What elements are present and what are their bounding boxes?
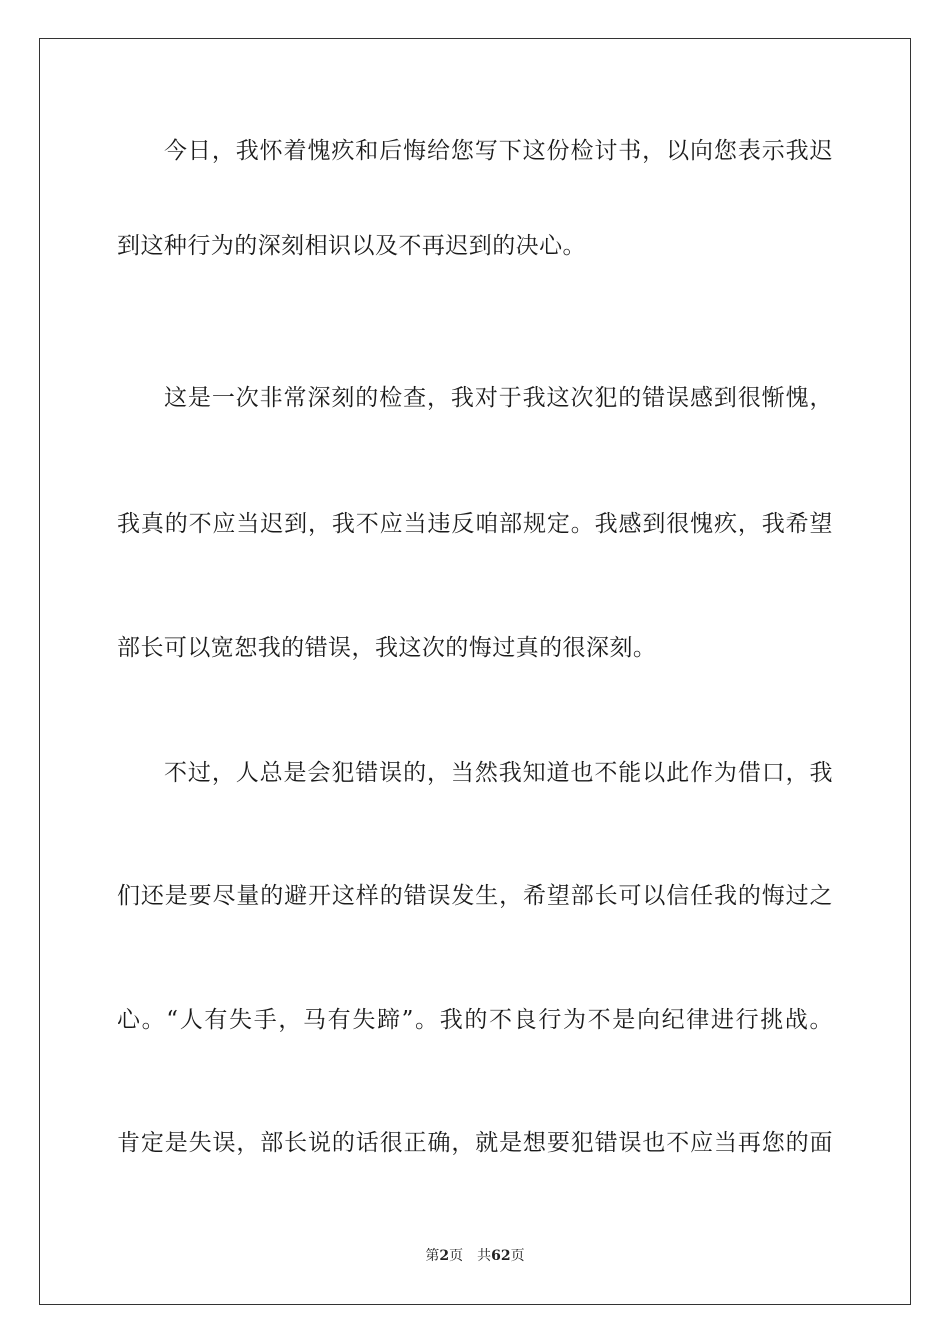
paragraph-2-line-1: 这是一次非常深刻的检查，我对于我这次犯的错误感到很惭愧，	[164, 385, 833, 411]
paragraph-3-line-1: 不过，人总是会犯错误的，当然我知道也不能以此作为借口，我	[164, 760, 833, 786]
page-number: 2	[439, 1248, 450, 1264]
page-prefix: 第	[425, 1248, 440, 1264]
paragraph-3-line-2: 们还是要尽量的避开这样的错误发生，希望部长可以信任我的悔过之	[117, 883, 833, 909]
paragraph-2-line-2: 我真的不应当迟到，我不应当违反咱部规定。我感到很愧疚，我希望	[117, 511, 833, 537]
paragraph-3-line-3: 心。“人有失手，马有失蹄”。我的不良行为不是向纪律进行挑战。	[117, 1007, 833, 1033]
paragraph-1-line-2: 到这种行为的深刻相识以及不再迟到的决心。	[117, 233, 586, 259]
page-suffix: 页	[449, 1248, 464, 1264]
paragraph-3-line-4: 肯定是失误，部长说的话很正确，就是想要犯错误也不应当再您的面	[117, 1130, 833, 1156]
total-pages: 62	[491, 1248, 511, 1264]
page-footer	[0, 1247, 950, 1265]
total-suffix: 页	[510, 1248, 525, 1264]
page-border	[39, 38, 911, 1305]
paragraph-2-line-3: 部长可以宽恕我的错误，我这次的悔过真的很深刻。	[117, 635, 657, 661]
total-prefix: 共	[477, 1248, 492, 1264]
paragraph-1-line-1: 今日，我怀着愧疚和后悔给您写下这份检讨书，以向您表示我迟	[164, 138, 833, 164]
